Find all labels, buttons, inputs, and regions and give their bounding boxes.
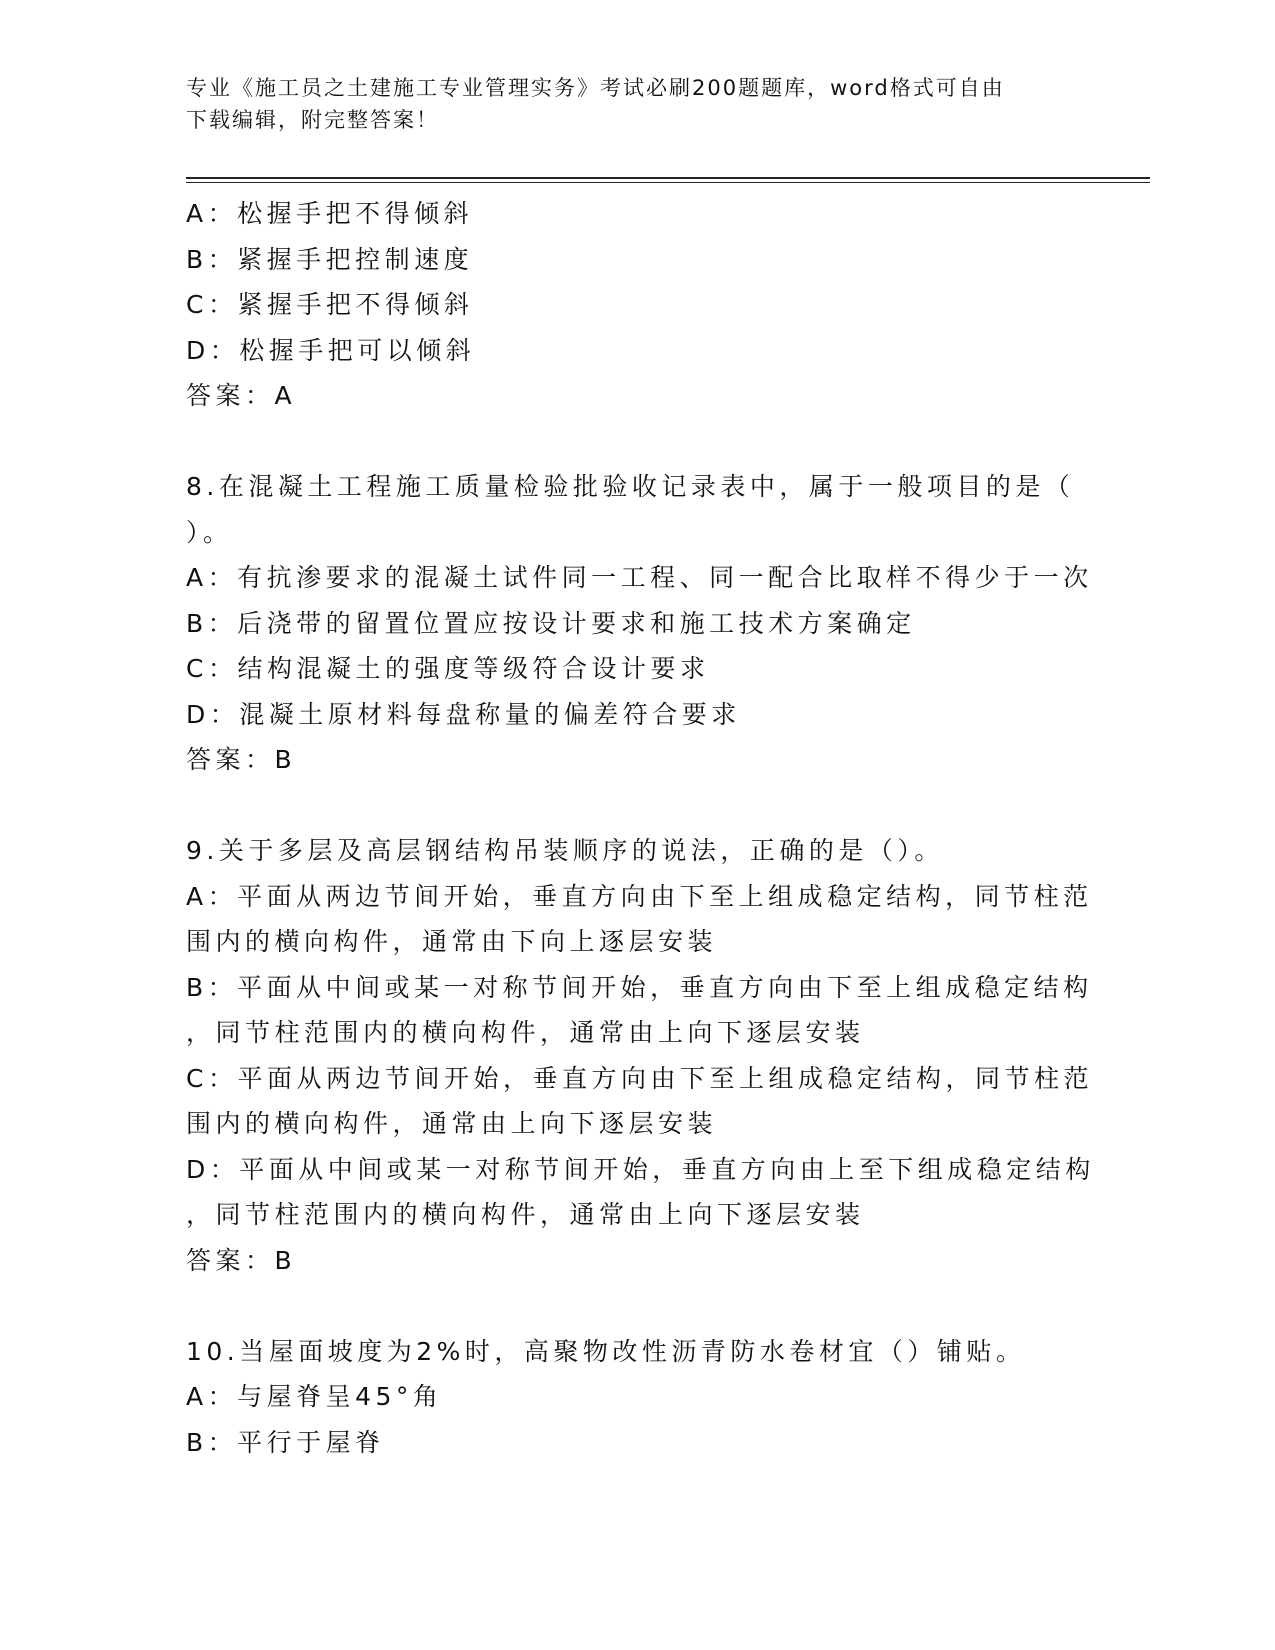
option-d: D：混凝土原材料每盘称量的偏差符合要求 (186, 699, 741, 729)
option-b: B：平行于屋脊 (186, 1427, 385, 1457)
question-list (186, 191, 1095, 1465)
option-a-line-1: A：平面从两边节间开始，垂直方向由下至上组成稳定结构，同节柱范 (186, 881, 1093, 911)
option-c: C：结构混凝土的强度等级符合设计要求 (186, 654, 710, 683)
header-line-1: 专业《施工员之土建施工专业管理实务》考试必刷200题题库，word格式可自由 (186, 76, 1005, 100)
option-a: A：松握手把不得倾斜 (186, 199, 474, 228)
document-header (186, 72, 1066, 136)
option-d: D：松握手把可以倾斜 (186, 335, 476, 365)
question-7 (186, 191, 1086, 419)
header-line-2: 下载编辑，附完整答案！ (186, 108, 439, 132)
question-stem-line-2: ）。 (186, 517, 233, 547)
answer: 答案：B (186, 1245, 297, 1275)
option-c: C：紧握手把不得倾斜 (186, 290, 474, 319)
option-b: B：后浇带的留置位置应按设计要求和施工技术方案确定 (186, 608, 916, 638)
option-c-line-1: C：平面从两边节间开始，垂直方向由下至上组成稳定结构，同节柱范 (186, 1063, 1093, 1093)
question-stem: 10.当屋面坡度为2%时，高聚物改性沥青防水卷材宜（）铺贴。 (186, 1336, 1026, 1366)
option-a-line-2: 围内的横向构件，通常由下向上逐层安装 (186, 927, 718, 956)
question-stem: 9.关于多层及高层钢结构吊装顺序的说法，正确的是（）。 (186, 836, 944, 865)
option-d-line-2: ，同节柱范围内的横向构件，通常由上向下逐层安装 (186, 1200, 865, 1229)
option-b-line-2: ，同节柱范围内的横向构件，通常由上向下逐层安装 (186, 1018, 865, 1047)
header-divider-thin (186, 182, 1150, 183)
question-stem-line-1: 8.在混凝土工程施工质量检验批验收记录表中，属于一般项目的是（ (186, 472, 1075, 501)
question-9 (186, 828, 1095, 1283)
question-10 (186, 1329, 1086, 1466)
header-divider-thick (186, 177, 1150, 179)
option-a: A：有抗渗要求的混凝土试件同一工程、同一配合比取样不得少于一次 (186, 563, 1093, 592)
option-a: A：与屋脊呈45°角 (186, 1382, 443, 1411)
spacer (186, 1283, 1086, 1329)
option-b: B：紧握手把控制速度 (186, 244, 474, 274)
option-d-line-1: D：平面从中间或某一对称节间开始，垂直方向由上至下组成稳定结构 (186, 1154, 1095, 1184)
spacer (186, 783, 1086, 829)
answer: 答案：B (186, 745, 297, 774)
spacer (186, 419, 1086, 465)
answer: 答案：A (186, 381, 297, 410)
option-b-line-1: B：平面从中间或某一对称节间开始，垂直方向由下至上组成稳定结构 (186, 972, 1093, 1002)
question-8 (186, 464, 1093, 783)
option-c-line-2: 围内的横向构件，通常由上向下逐层安装 (186, 1109, 718, 1138)
